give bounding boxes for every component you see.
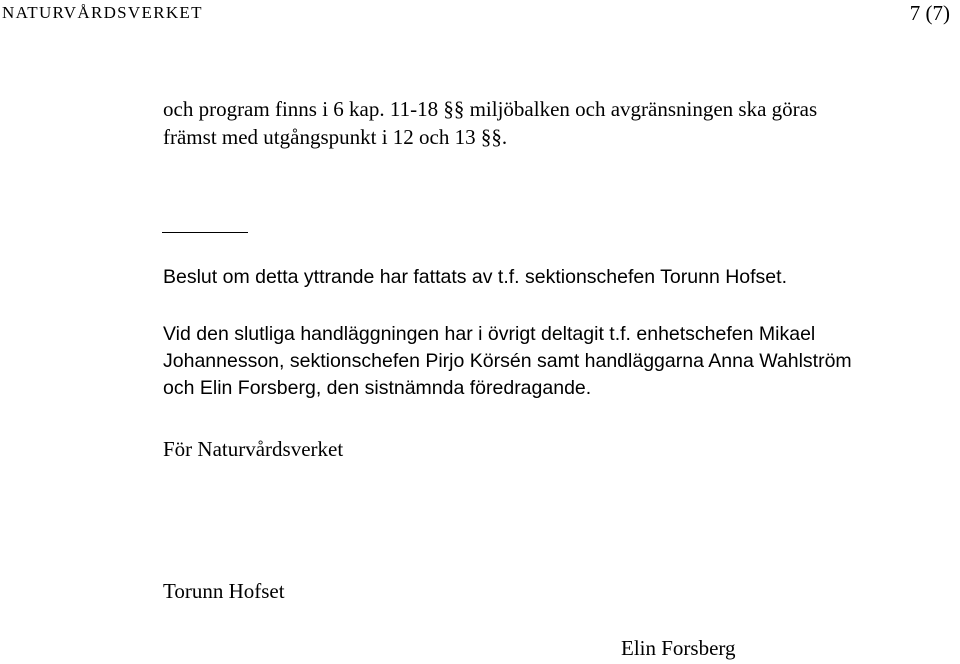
separator-rule	[162, 232, 248, 233]
participants-line-3: och Elin Forsberg, den sistnämnda föredragande.	[163, 377, 592, 399]
on-behalf-line: För Naturvårdsverket	[163, 437, 344, 461]
decision-paragraph	[163, 264, 787, 291]
header-agency: NATURVÅRDSVERKET	[2, 3, 203, 22]
participants-line-1: Vid den slutliga handläggningen har i övrigt deltagit t.f. enhetschefen Mikael	[163, 323, 816, 345]
signatory-2: Elin Forsberg	[621, 636, 736, 660]
intro-line-2: främst med utgångspunkt i 12 och 13 §§.	[163, 125, 508, 149]
intro-paragraph	[163, 95, 817, 151]
decision-text: Beslut om detta yttrande har fattats av t.f. sektionschefen Torunn Hofset.	[163, 266, 787, 288]
intro-line-1: och program finns i 6 kap. 11-18 §§ miljöbalken och avgränsningen ska göras	[163, 97, 818, 121]
signatory-1: Torunn Hofset	[163, 579, 285, 603]
page-number: 7 (7)	[909, 1, 950, 25]
participants-line-2: Johannesson, sektionschefen Pirjo Körsén samt handläggarna Anna Wahlström	[163, 350, 852, 372]
participants-paragraph	[163, 321, 852, 402]
